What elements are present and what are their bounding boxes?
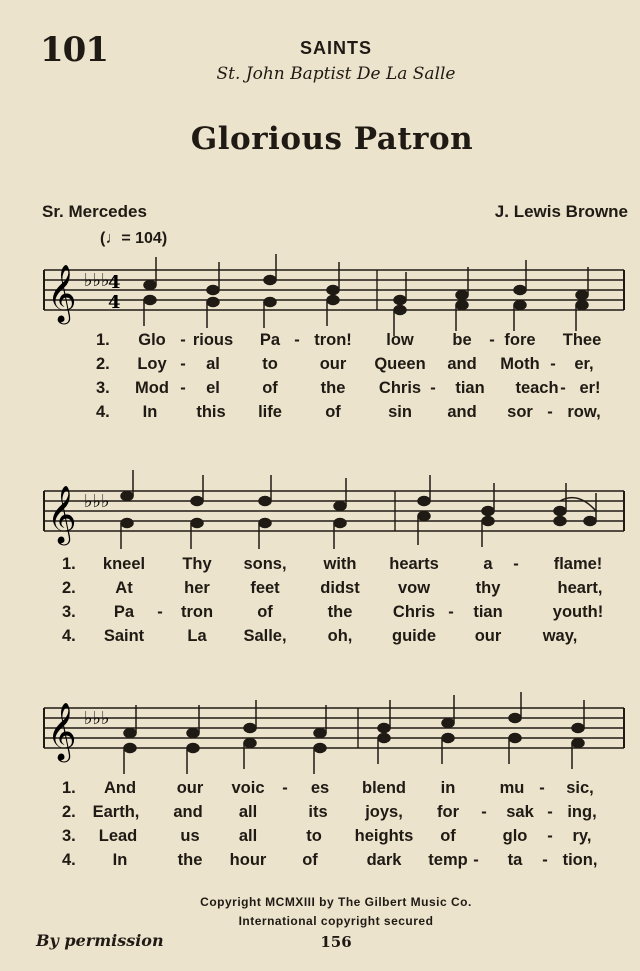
lyric-syllable: the	[177, 851, 203, 869]
lyric-syllable: this	[196, 403, 226, 421]
lyric-syllable: -	[542, 851, 548, 869]
composer-credit: J. Lewis Browne	[494, 202, 628, 221]
lyric-syllable: and	[173, 803, 203, 821]
lyric-syllable: -	[180, 379, 186, 397]
notes	[124, 692, 584, 774]
lyric-syllable: At	[115, 579, 133, 597]
lyric-syllable: a	[483, 555, 493, 573]
lyric-line-s3-v4	[0, 851, 640, 875]
lyric-syllable: dark	[366, 851, 402, 869]
lyric-syllable: sor	[507, 403, 533, 421]
lyric-line-s3-v1	[0, 779, 640, 803]
lyric-syllable: joys,	[365, 803, 403, 821]
lyric-syllable: ta	[507, 851, 523, 869]
verse-number: 1.	[96, 331, 110, 349]
lyric-syllable: Queen	[374, 355, 426, 373]
lyric-syllable: sic,	[566, 779, 594, 797]
lyric-line-s2-v4	[0, 627, 640, 651]
lyric-syllable: be	[452, 331, 472, 349]
international-copyright: International copyright secured	[238, 914, 434, 928]
lyric-syllable: glo	[502, 827, 528, 845]
key-signature-icon: ♭♭♭	[84, 491, 110, 512]
lyric-syllable: -	[180, 355, 186, 373]
lyric-syllable: tion,	[562, 851, 598, 869]
lyric-syllable: Saint	[103, 627, 145, 645]
lyric-syllable: temp	[428, 851, 468, 869]
lyric-syllable: youth!	[552, 603, 604, 621]
key-signature-icon: ♭♭♭	[84, 270, 110, 291]
treble-clef-icon: 𝄞	[47, 485, 77, 543]
lyric-syllable: er,	[574, 355, 594, 373]
lyric-syllable: fore	[504, 331, 536, 349]
author-credit: Sr. Mercedes	[42, 202, 147, 221]
verse-number: 1.	[62, 779, 76, 797]
lyric-line-s2-v2	[0, 579, 640, 603]
lyric-syllable: el	[206, 379, 220, 397]
lyric-syllable: all	[238, 803, 258, 821]
lyric-syllable: of	[440, 827, 456, 845]
verse-number: 2.	[62, 803, 76, 821]
copyright-notice: Copyright MCMXIII by The Gilbert Music Co.	[200, 895, 472, 909]
lyric-syllable: with	[323, 555, 357, 573]
lyric-syllable: Earth,	[92, 803, 140, 821]
lyric-syllable: voic	[231, 779, 265, 797]
lyric-syllable: -	[539, 779, 545, 797]
lyric-syllable: Lead	[98, 827, 138, 845]
lyric-syllable: al	[206, 355, 220, 373]
treble-clef-icon: 𝄞	[47, 702, 77, 760]
treble-clef-icon: 𝄞	[47, 264, 77, 322]
lyric-syllable: tron	[180, 603, 214, 621]
lyric-syllable: our	[319, 355, 347, 373]
verse-number: 2.	[96, 355, 110, 373]
lyric-syllable: and	[447, 403, 477, 421]
lyric-line-s2-v3	[0, 603, 640, 627]
lyric-line-s1-v1	[0, 331, 640, 355]
lyric-syllable: tron!	[314, 331, 352, 349]
lyric-syllable: guide	[392, 627, 436, 645]
lyric-syllable: kneel	[102, 555, 146, 573]
lyric-syllable: to	[262, 355, 278, 373]
lyric-syllable: -	[473, 851, 479, 869]
lyric-syllable: teach	[515, 379, 559, 397]
lyric-syllable: -	[489, 331, 495, 349]
lyric-syllable: Glo	[138, 331, 166, 349]
lyric-syllable: blend	[362, 779, 406, 797]
lyric-syllable: our	[176, 779, 204, 797]
lyric-syllable: the	[327, 603, 353, 621]
lyric-syllable: ing,	[567, 803, 597, 821]
lyric-syllable: to	[306, 827, 322, 845]
verse-number: 4.	[62, 627, 76, 645]
lyric-syllable: our	[474, 627, 502, 645]
notes	[144, 254, 588, 336]
lyric-syllable: thy	[475, 579, 501, 597]
lyric-syllable: tian	[473, 603, 503, 621]
lyric-syllable: -	[547, 827, 553, 845]
lyric-syllable: of	[325, 403, 341, 421]
lyric-syllable: vow	[397, 579, 431, 597]
lyric-syllable: life	[258, 403, 282, 421]
hymn-number: 101	[40, 30, 108, 70]
lyric-syllable: In	[142, 403, 158, 421]
lyric-syllable: -	[180, 331, 186, 349]
lyric-syllable: in	[440, 779, 456, 797]
verse-number: 4.	[96, 403, 110, 421]
lyric-syllable: hour	[229, 851, 267, 869]
lyric-syllable: for	[437, 803, 459, 821]
notes	[121, 470, 596, 549]
lyric-syllable: didst	[320, 579, 360, 597]
lyric-syllable: -	[481, 803, 487, 821]
music-staff-3	[0, 690, 640, 780]
lyric-syllable: sons,	[243, 555, 287, 573]
lyric-syllable: of	[262, 379, 278, 397]
verse-number: 2.	[62, 579, 76, 597]
tempo-marking: (♩= 104)	[100, 230, 168, 247]
music-staff-2	[0, 473, 640, 563]
lyric-syllable: way,	[542, 627, 578, 645]
lyric-syllable: sin	[388, 403, 412, 421]
lyric-syllable: Salle,	[243, 627, 287, 645]
music-staff-1	[0, 252, 640, 342]
lyric-syllable: -	[560, 379, 566, 397]
verse-number: 3.	[62, 603, 76, 621]
lyric-syllable: us	[180, 827, 200, 845]
permission-note: By permission	[36, 931, 164, 950]
lyric-syllable: hearts	[389, 555, 439, 573]
lyric-syllable: Pa	[113, 603, 135, 621]
lyric-syllable: Moth	[500, 355, 540, 373]
lyric-syllable: all	[238, 827, 258, 845]
lyric-syllable: low	[386, 331, 414, 349]
lyric-syllable: tian	[455, 379, 485, 397]
lyric-syllable: mu	[499, 779, 525, 797]
lyric-line-s3-v3	[0, 827, 640, 851]
lyric-line-s1-v2	[0, 355, 640, 379]
lyric-syllable: sak	[506, 803, 534, 821]
lyric-syllable: Thee	[562, 331, 602, 349]
verse-number: 3.	[62, 827, 76, 845]
lyric-syllable: its	[308, 803, 328, 821]
lyric-syllable: -	[550, 355, 556, 373]
lyric-syllable: Mod	[135, 379, 169, 397]
key-signature-icon: ♭♭♭	[84, 708, 110, 729]
lyric-syllable: -	[157, 603, 163, 621]
lyric-syllable: -	[547, 403, 553, 421]
lyric-syllable: Loy	[137, 355, 167, 373]
lyric-syllable: -	[448, 603, 454, 621]
lyric-syllable: -	[282, 779, 288, 797]
lyric-syllable: her	[184, 579, 210, 597]
page-number: 156	[320, 933, 352, 951]
time-signature-icon: 4	[108, 272, 121, 293]
lyric-syllable: oh,	[327, 627, 353, 645]
lyric-syllable: Pa	[259, 331, 281, 349]
lyric-line-s1-v4	[0, 403, 640, 427]
lyric-line-s2-v1	[0, 555, 640, 579]
lyric-syllable: Chris	[392, 603, 436, 621]
lyric-syllable: -	[430, 379, 436, 397]
lyric-syllable: the	[320, 379, 346, 397]
lyric-syllable: flame!	[553, 555, 603, 573]
lyric-syllable: In	[112, 851, 128, 869]
lyric-syllable: and	[447, 355, 477, 373]
verse-number: 1.	[62, 555, 76, 573]
lyric-line-s3-v2	[0, 803, 640, 827]
lyric-syllable: -	[294, 331, 300, 349]
occasion-subtitle: St. John Baptist De La Salle	[216, 64, 456, 84]
lyric-syllable: -	[513, 555, 519, 573]
section-heading: SAINTS	[299, 38, 372, 58]
lyric-syllable: -	[547, 803, 553, 821]
lyric-syllable: Thy	[182, 555, 212, 573]
lyric-line-s1-v3	[0, 379, 640, 403]
lyric-syllable: of	[257, 603, 273, 621]
lyric-syllable: of	[302, 851, 318, 869]
lyric-syllable: rious	[192, 331, 234, 349]
verse-number: 3.	[96, 379, 110, 397]
lyric-syllable: heights	[354, 827, 414, 845]
time-signature-icon: 4	[108, 292, 121, 313]
hymn-title: Glorious Patron	[190, 121, 474, 157]
lyric-syllable: es	[310, 779, 330, 797]
verse-number: 4.	[62, 851, 76, 869]
lyric-syllable: feet	[250, 579, 280, 597]
lyric-syllable: row,	[567, 403, 601, 421]
lyric-syllable: Chris	[378, 379, 422, 397]
lyric-syllable: heart,	[557, 579, 603, 597]
lyric-syllable: ry,	[572, 827, 592, 845]
lyric-syllable: La	[187, 627, 207, 645]
lyric-syllable: er!	[579, 379, 601, 397]
lyric-syllable: And	[103, 779, 137, 797]
